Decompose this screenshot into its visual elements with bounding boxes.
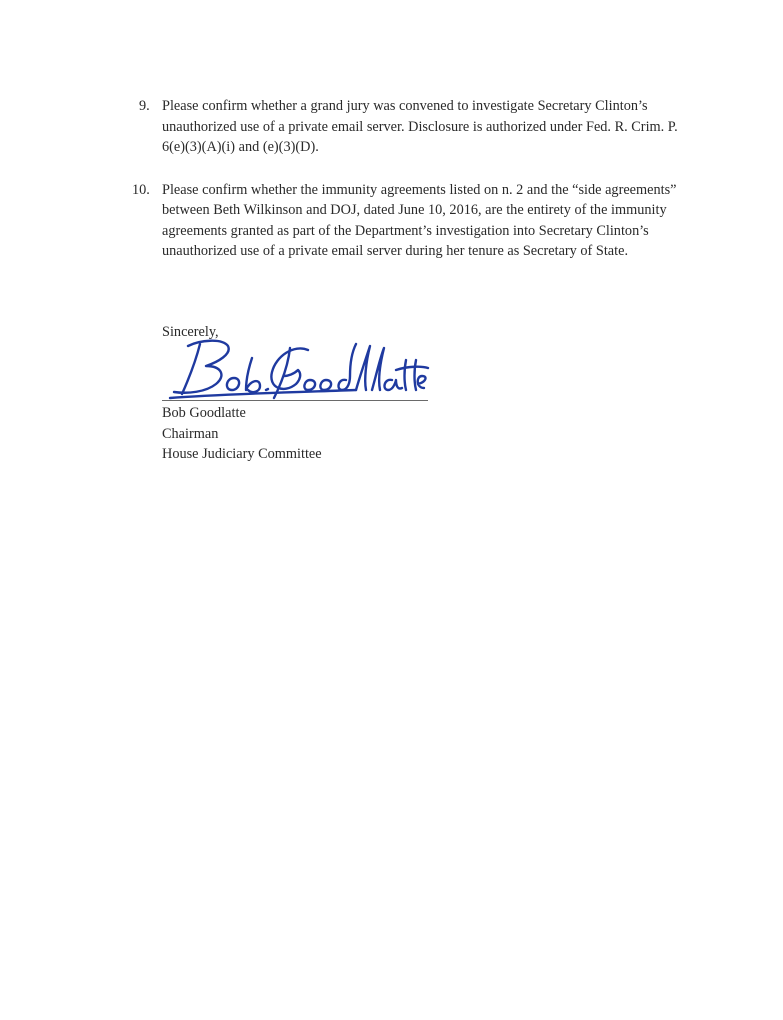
handwritten-signature (160, 336, 430, 406)
list-item-9 (132, 96, 702, 158)
list-item-text: Please confirm whether a grand jury was convened to investigate Secretary Clinton’s unauthorized use of a private email server. Disclosure is authorized under Fed. R. Crim. P. 6(e)(3)(A)(i) and (e)(3)(D). (162, 98, 678, 155)
signer-title: Chairman (162, 425, 219, 442)
list-item-number: 9. (139, 98, 150, 114)
list-item-number: 10. (132, 181, 150, 198)
list-item-10 (132, 180, 702, 262)
signature-line (162, 400, 428, 401)
signer-block (162, 403, 462, 465)
numbered-list (132, 96, 702, 284)
closing-salutation: Sincerely, (162, 324, 219, 340)
list-item-text: Please confirm whether the immunity agreements listed on n. 2 and the “side agreements” between Beth Wilkinson and DOJ, dated June 10, 2016, are the entirety of the immunity agreements granted as part of the Department’s investigation into Secretary Clinton’s unauthorized use of a private email server during her tenure as Secretary of State. (162, 181, 677, 259)
signer-organization: House Judiciary Committee (162, 446, 322, 462)
signer-name: Bob Goodlatte (162, 405, 246, 421)
